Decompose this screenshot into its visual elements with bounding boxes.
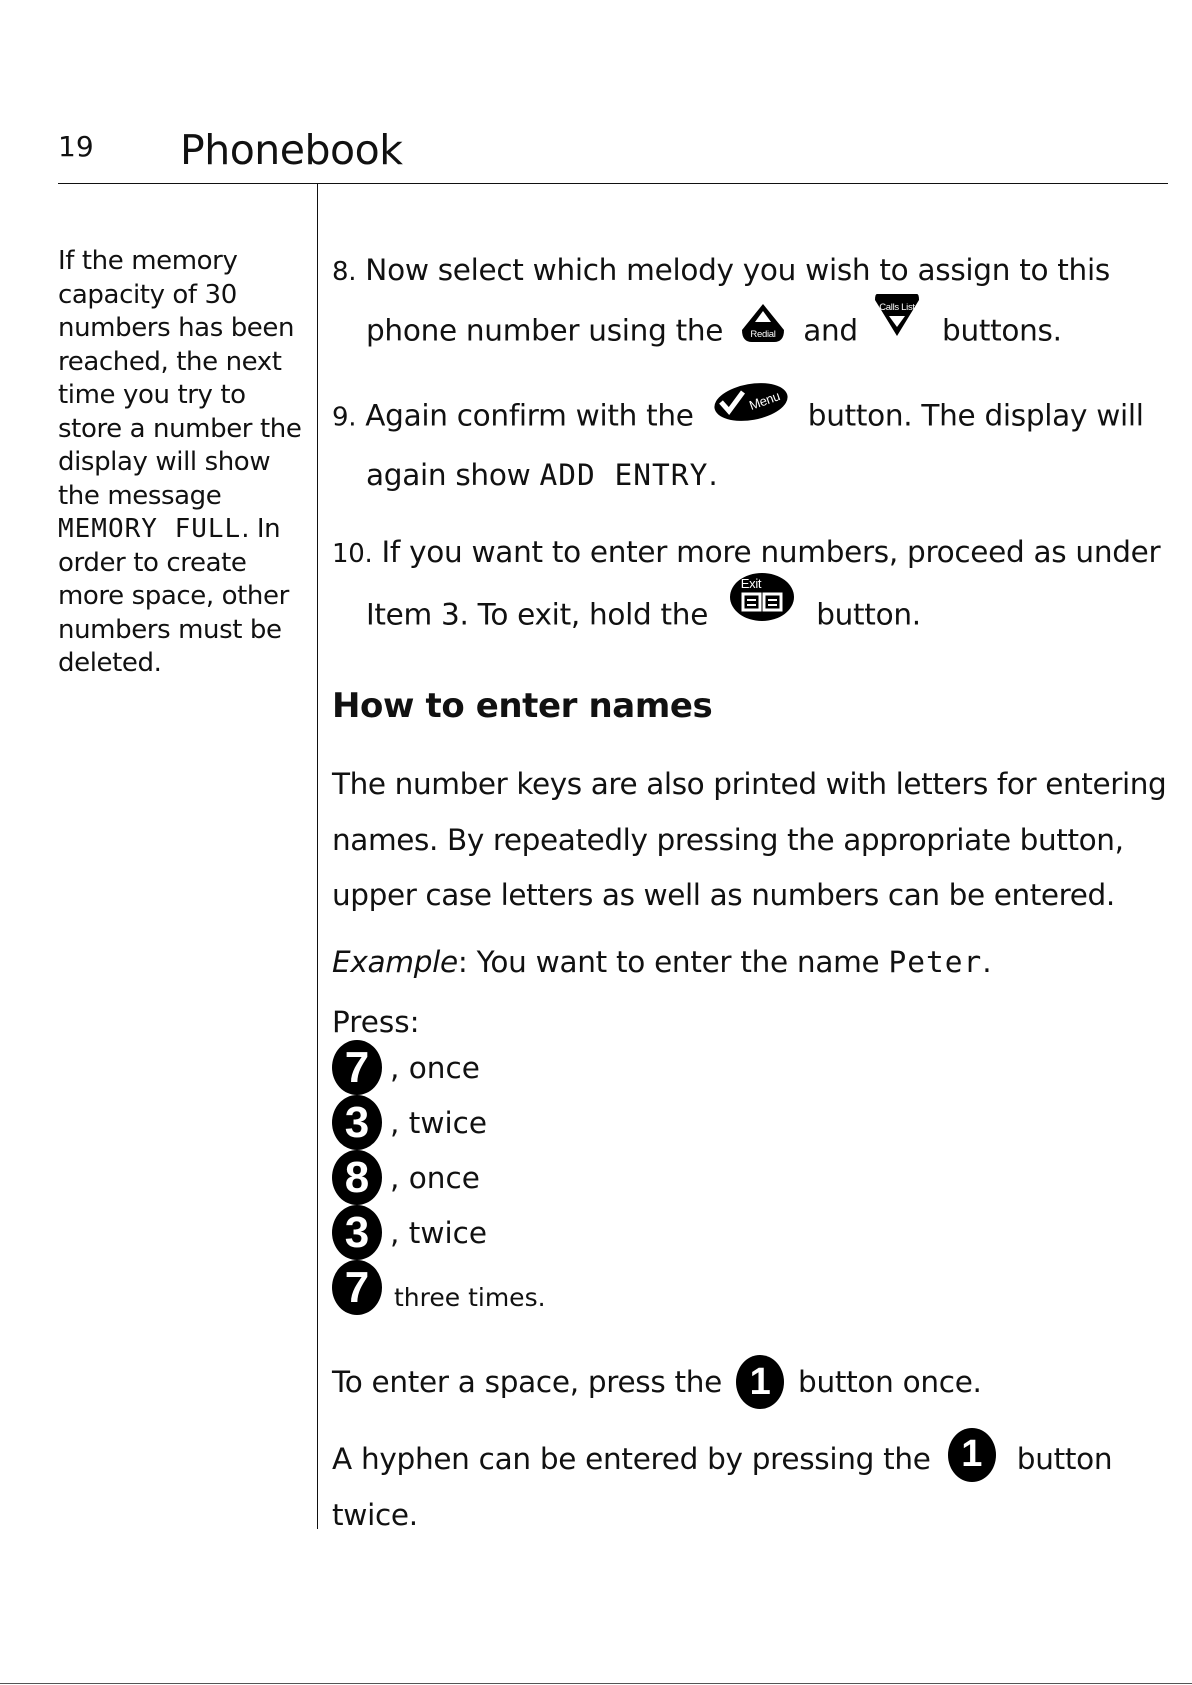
exit-phonebook-icon xyxy=(729,572,795,640)
key-press-row xyxy=(332,1150,480,1205)
key-press-row xyxy=(332,1040,480,1095)
space-text-before: To enter a space, press the xyxy=(332,1365,723,1399)
step-8-line1: Now select which melody you wish to assign to this xyxy=(365,253,1110,287)
example-label: Example xyxy=(332,945,458,979)
step-9 xyxy=(332,386,1168,503)
key-1-icon: 1 xyxy=(736,1355,784,1409)
key-8-icon: 8 xyxy=(332,1150,382,1205)
add-entry-display: ADD ENTRY xyxy=(539,458,709,492)
key-press-row xyxy=(332,1260,546,1315)
key-3-icon: 3 xyxy=(332,1095,382,1150)
step-number: 8. xyxy=(332,257,357,287)
column-rule xyxy=(317,184,318,1529)
section-heading: How to enter names xyxy=(332,686,713,726)
redial-up-icon xyxy=(740,302,786,362)
step-9-line2-before: again show xyxy=(366,458,540,492)
example-line xyxy=(332,945,991,979)
key-press-text: , once xyxy=(390,1160,480,1195)
hyphen-instruction xyxy=(332,1432,1162,1543)
footer-rule xyxy=(0,1683,1192,1684)
hyphen-text-after: button twice. xyxy=(332,1442,1113,1532)
step-9-line1-before: Again confirm with the xyxy=(365,398,694,433)
step-10-line2-after: button. xyxy=(816,597,921,632)
step-8-line2-after: buttons. xyxy=(942,313,1062,348)
key-1-icon: 1 xyxy=(948,1428,996,1482)
redial-icon-label: Redial xyxy=(750,329,776,340)
step-9-line1-after: button. The display will xyxy=(807,398,1144,433)
press-label: Press: xyxy=(332,1005,420,1039)
exit-icon-label: Exit xyxy=(740,576,762,591)
example-end: . xyxy=(982,945,992,979)
sidebar-note xyxy=(58,245,316,681)
space-instruction xyxy=(332,1355,982,1409)
key-press-text: , once xyxy=(390,1050,480,1085)
key-press-row xyxy=(332,1095,487,1150)
key-press-row xyxy=(332,1205,487,1260)
calls-list-down-icon xyxy=(873,292,921,356)
memory-full-display: MEMORY FULL xyxy=(58,514,242,544)
step-9-line2-after: . xyxy=(708,458,718,492)
example-text: : You want to enter the name xyxy=(457,945,889,979)
key-7-icon: 7 xyxy=(332,1260,382,1315)
step-8-line2-middle: and xyxy=(803,313,858,348)
sidebar-text-after: . In order to create more space, other numbers must be deleted. xyxy=(58,514,289,678)
steps-list xyxy=(332,243,1168,650)
keys-paragraph: The number keys are also printed with letters for entering names. By repeatedly pressing the appropriate button, upper case letters as well as numbers can be entered. xyxy=(332,767,1167,912)
header-rule xyxy=(58,183,1168,184)
example-name-display: Peter xyxy=(888,945,983,979)
step-10-line2-before: Item 3. To exit, hold the xyxy=(366,597,709,632)
page-number: 19 xyxy=(58,130,94,163)
menu-ok-icon xyxy=(713,380,789,442)
key-7-icon: 7 xyxy=(332,1040,382,1095)
space-text-after: button once. xyxy=(798,1365,982,1399)
step-8-line2-before: phone number using the xyxy=(366,313,724,348)
menu-icon-label: Menu xyxy=(746,388,782,413)
key-press-text: , twice xyxy=(390,1105,488,1140)
key-3-icon: 3 xyxy=(332,1205,382,1260)
page-title: Phonebook xyxy=(180,126,403,174)
key-press-text: , twice xyxy=(390,1215,488,1250)
step-8 xyxy=(332,243,1168,364)
step-10 xyxy=(332,525,1168,650)
step-number: 9. xyxy=(332,402,357,433)
calls-list-icon-label: Calls List xyxy=(879,302,915,313)
step-10-line1: If you want to enter more numbers, proceed as under xyxy=(381,535,1161,569)
hyphen-text-before: A hyphen can be entered by pressing the xyxy=(332,1442,931,1476)
key-press-text: three times. xyxy=(394,1283,546,1312)
sidebar-text-before: If the memory capacity of 30 numbers has been reached, the next time you try to store a number the display will show the message xyxy=(58,246,302,511)
step-number: 10. xyxy=(332,539,373,569)
